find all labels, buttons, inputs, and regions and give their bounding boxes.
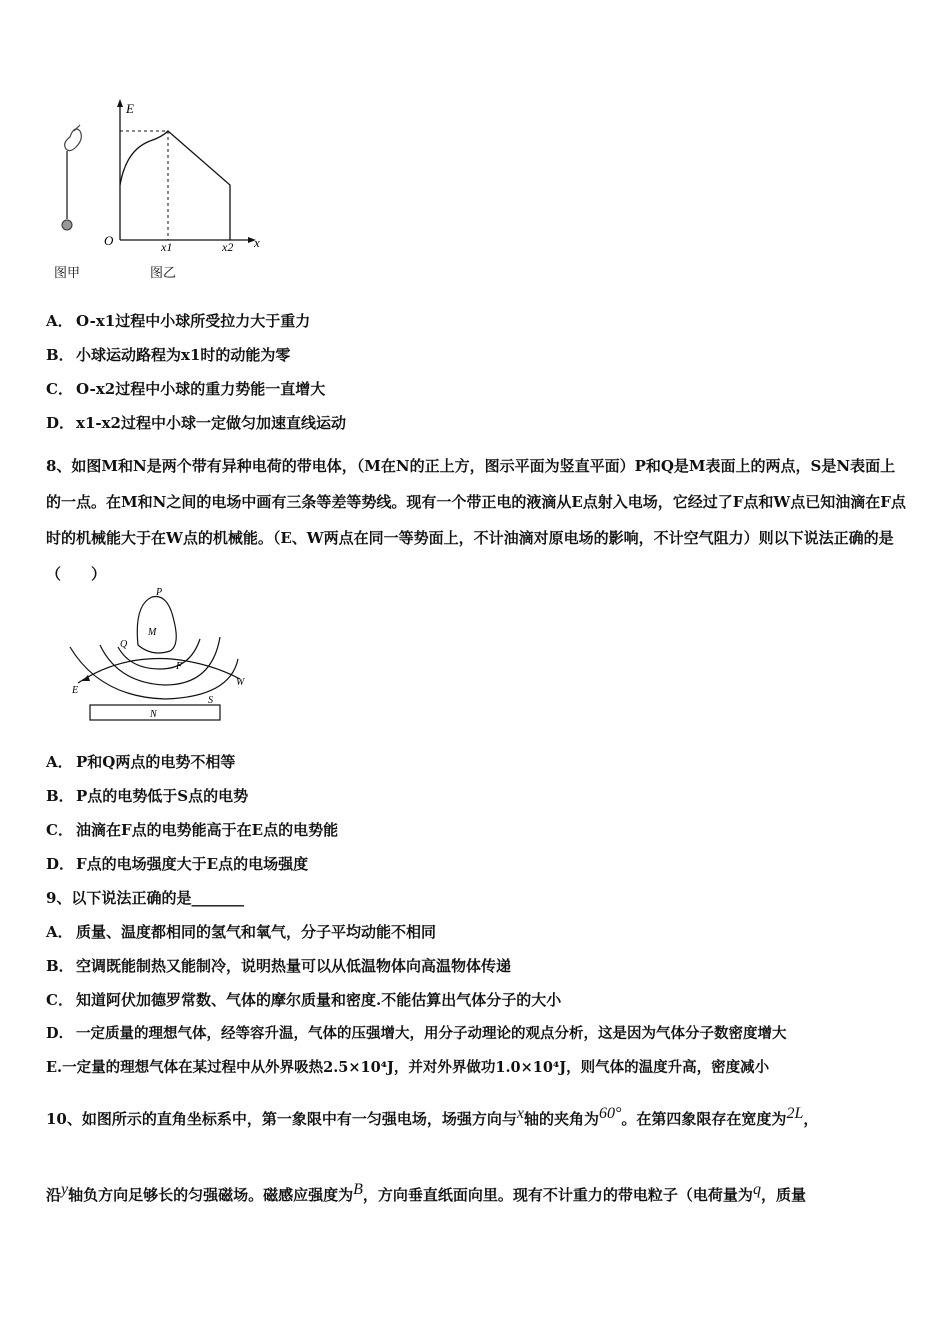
tick-x1: x1 <box>161 240 173 254</box>
q8-stem: 8、如图M和N是两个带有异种电荷的带电体，（M在N的正上方，图示平面为竖直平面）P和Q是M表面上的两点，S是N表面上的一点。在M和N之间的电场中画有三条等差等势线。现有一个带正电的液滴从E点射入电场，它经过了F点和W点已知油滴在F点时的机械能大于在W点的机械能。（E、W两点在同一等势面上，不计油滴对原电场的影响，不计空气阻力）则以下说法正确的是（ ） <box>46 457 906 583</box>
axis-x-label: x <box>254 235 260 250</box>
symbol-x: x <box>516 1105 524 1122</box>
q10-line2: 沿$^y$轴负方向足够长的匀强磁场。磁感应强度为$^B$，方向垂直纸面向里。现有不计重力的带电粒子（电荷量为$^q$，质量 <box>46 1181 806 1204</box>
q7-option-c: C． O-x2过程中小球的重力势能一直增大 <box>46 380 326 398</box>
axis-y-label: E <box>126 101 134 116</box>
label-p: P <box>156 587 163 598</box>
hand-icon <box>65 125 82 151</box>
droplet-path <box>78 659 240 684</box>
q8-option-d: D． F点的电场强度大于E点的电场强度 <box>46 855 309 873</box>
q7-option-d: D． x1-x2过程中小球一定做匀加速直线运动 <box>46 414 346 432</box>
label-e: E <box>72 685 79 696</box>
caption-right: 图乙 <box>150 266 177 281</box>
equipotential-inner <box>118 639 200 669</box>
pendulum-ball <box>62 220 72 230</box>
q8-option-c: C． 油滴在F点的电势能高于在E点的电势能 <box>46 821 339 839</box>
figure-equipotential <box>60 585 260 730</box>
q10-line1: 10、如图所示的直角坐标系中，第一象限中有一匀强电场，场强方向与$^x$轴的夹角为$^{60^\circ}$。在第四象限存在宽度为$^{2L}$， <box>46 1105 819 1128</box>
q8-option-b: B． P点的电势低于S点的电势 <box>46 787 249 805</box>
label-s: S <box>208 695 213 706</box>
origin-label: O <box>104 233 114 248</box>
q9-option-e: E.一定量的理想气体在某过程中从外界吸热2.5×10⁴J，并对外界做功1.0×10⁴J，则气体的温度升高，密度减小 <box>46 1059 770 1076</box>
label-m: M <box>148 627 157 638</box>
label-w: W <box>236 677 245 688</box>
q9-option-a: A． 质量、温度都相同的氢气和氧气，分子平均动能不相同 <box>46 923 437 941</box>
label-q: Q <box>120 639 128 650</box>
symbol-2l: 2L <box>786 1105 804 1122</box>
q9-option-d: D． 一定质量的理想气体，经等容升温，气体的压强增大，用分子动理论的观点分析，这是因为气体分子数密度增大 <box>46 1025 787 1042</box>
label-f: F <box>176 661 183 672</box>
energy-curve <box>120 131 230 240</box>
q9-option-c: C． 知道阿伏加德罗常数、气体的摩尔质量和密度.不能估算出气体分子的大小 <box>46 991 562 1009</box>
figure-energy-graph <box>50 95 280 290</box>
symbol-q: q <box>752 1181 761 1198</box>
q9-option-b: B． 空调既能制热又能制冷，说明热量可以从低温物体向高温物体传递 <box>46 957 512 975</box>
symbol-y: y <box>61 1181 69 1198</box>
q8-option-a: A． P和Q两点的电势不相等 <box>46 753 236 771</box>
tick-x2: x2 <box>222 240 234 254</box>
body-m <box>137 597 176 654</box>
symbol-b: B <box>353 1181 363 1198</box>
y-axis-arrow <box>117 99 123 107</box>
symbol-angle: 60° <box>599 1105 622 1122</box>
q7-option-b: B． 小球运动路程为x1时的动能为零 <box>46 346 291 364</box>
caption-left: 图甲 <box>54 266 81 281</box>
label-n: N <box>150 709 157 720</box>
q7-option-a: A． O-x1过程中小球所受拉力大于重力 <box>46 312 311 330</box>
q9-stem: 9、以下说法正确的是_______ <box>46 889 244 907</box>
equipotential-middle <box>100 637 220 685</box>
